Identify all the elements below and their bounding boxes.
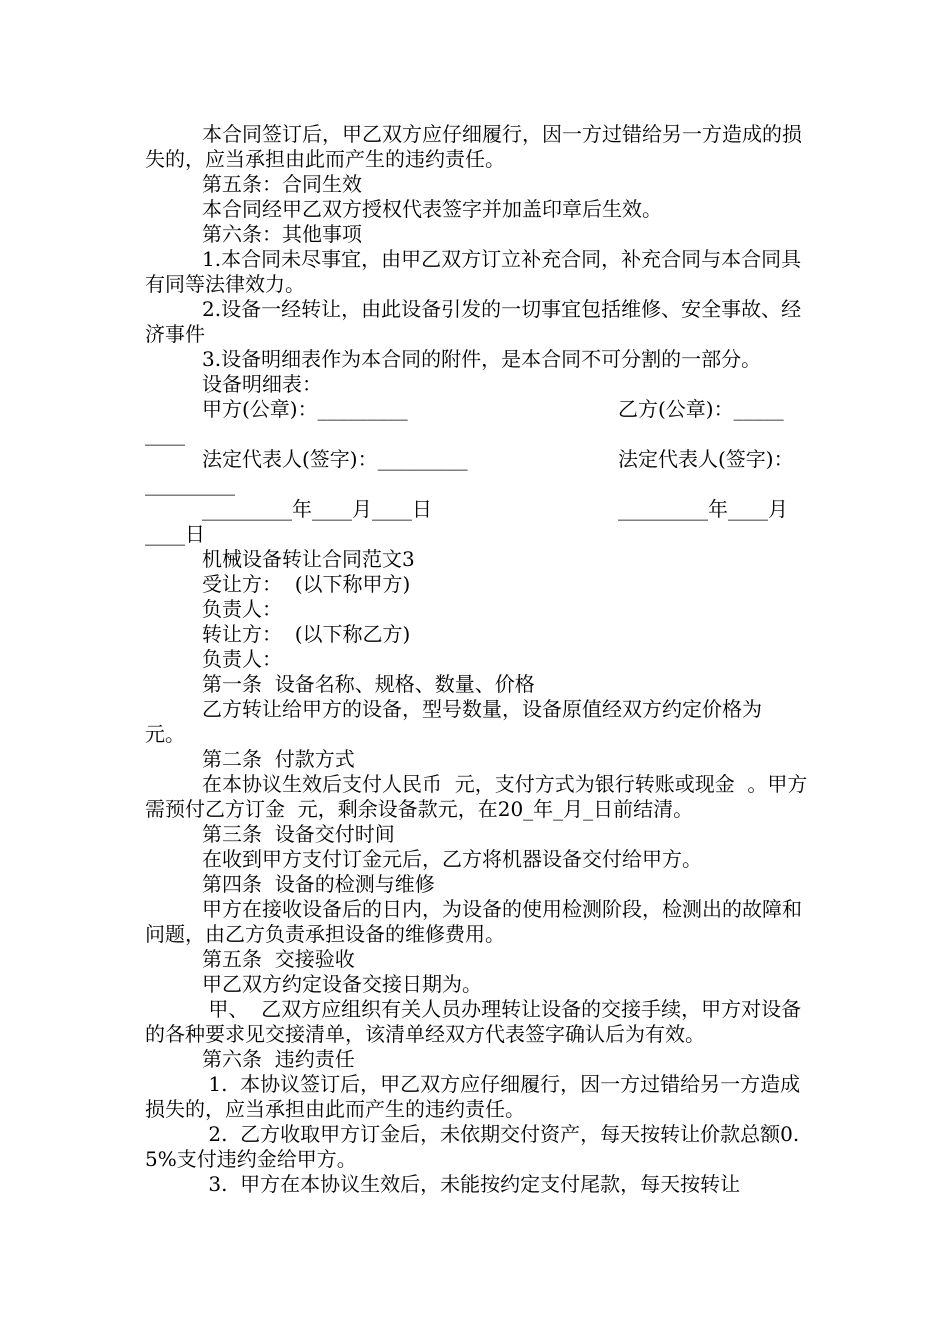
paragraph: 在本协议生效后支付人民币 元，支付方式为银行转账或现金 。甲方需预付乙方订金 元，剩余设备款元，在20_年_月_日前结清。 xyxy=(145,772,808,821)
section-heading: 第二条 付款方式 xyxy=(202,747,355,771)
party-b-date-continued: ____日 xyxy=(145,522,205,546)
list-item: 1. 本协议签订后，甲乙双方应仔细履行，因一方过错给另一方造成损失的，应当承担由此而产生的违约责任。 xyxy=(145,1072,801,1121)
section-heading: 第一条 设备名称、规格、数量、价格 xyxy=(202,672,535,696)
party-b-seal: 乙方(公章)：_____ xyxy=(618,397,784,421)
section-heading: 第四条 设备的检测与维修 xyxy=(202,872,435,896)
paragraph: 在收到甲方支付订金元后，乙方将机器设备交付给甲方。 xyxy=(202,847,702,871)
section-heading: 第六条：其他事项 xyxy=(202,222,362,246)
section-heading: 第五条：合同生效 xyxy=(202,172,362,196)
section-heading: 第三条 设备交付时间 xyxy=(202,822,395,846)
paragraph: 甲方在接收设备后的日内，为设备的使用检测阶段，检测出的故障和问题，由乙方负责承担设备的维修费用。 xyxy=(145,897,802,946)
party-line: 负责人： xyxy=(202,647,282,671)
paragraph: 设备明细表： xyxy=(202,372,322,396)
party-b-date: _________年____月 xyxy=(618,497,788,521)
paragraph: 本合同签订后，甲乙双方应仔细履行，因一方过错给另一方造成的损失的，应当承担由此而产生的违约责任。 xyxy=(145,122,802,171)
list-item: 2.设备一经转让，由此设备引发的一切事宜包括维修、安全事故、经济事件 xyxy=(145,297,802,346)
seal-row xyxy=(145,397,810,447)
party-line: 负责人： xyxy=(202,597,282,621)
document-body xyxy=(145,122,810,1197)
party-line: 转让方： (以下称乙方) xyxy=(202,622,411,646)
paragraph: 本合同经甲乙双方授权代表签字并加盖印章后生效。 xyxy=(202,197,662,221)
paragraph: 甲乙双方约定设备交接日期为。 xyxy=(202,972,482,996)
date-row xyxy=(145,497,810,547)
list-item: 3.设备明细表作为本合同的附件，是本合同不可分割的一部分。 xyxy=(202,347,762,371)
party-a-representative: 法定代表人(签字)：_________ xyxy=(202,447,468,471)
party-b-representative: 法定代表人(签字)： xyxy=(618,447,794,471)
party-a-seal: 甲方(公章)：_________ xyxy=(202,397,408,421)
section-heading: 第五条 交接验收 xyxy=(202,947,355,971)
list-item: 1.本合同未尽事宜，由甲乙双方订立补充合同，补充合同与本合同具有同等法律效力。 xyxy=(145,247,802,296)
list-item: 2. 乙方收取甲方订金后，未依期交付资产，每天按转让价款总额0.5%支付违约金给甲方。 xyxy=(145,1122,800,1171)
party-b-seal-continued: ____ xyxy=(145,422,185,446)
party-line: 受让方： (以下称甲方) xyxy=(202,572,411,596)
representative-row xyxy=(145,447,810,497)
list-item: 3. 甲方在本协议生效后，未能按约定支付尾款，每天按转让 xyxy=(202,1172,741,1196)
paragraph: 乙方转让给甲方的设备，型号数量，设备原值经双方约定价格为 元。 xyxy=(145,697,775,746)
party-b-representative-continued: _________ xyxy=(145,472,235,496)
section-heading: 第六条 违约责任 xyxy=(202,1047,355,1071)
paragraph: 甲、 乙双方应组织有关人员办理转让设备的交接手续，甲方对设备的各种要求见交接清单，该清单经双方代表签字确认后为有效。 xyxy=(145,997,802,1046)
party-a-date: _________年____月____日 xyxy=(202,497,432,521)
document-title: 机械设备转让合同范文3 xyxy=(202,547,415,571)
